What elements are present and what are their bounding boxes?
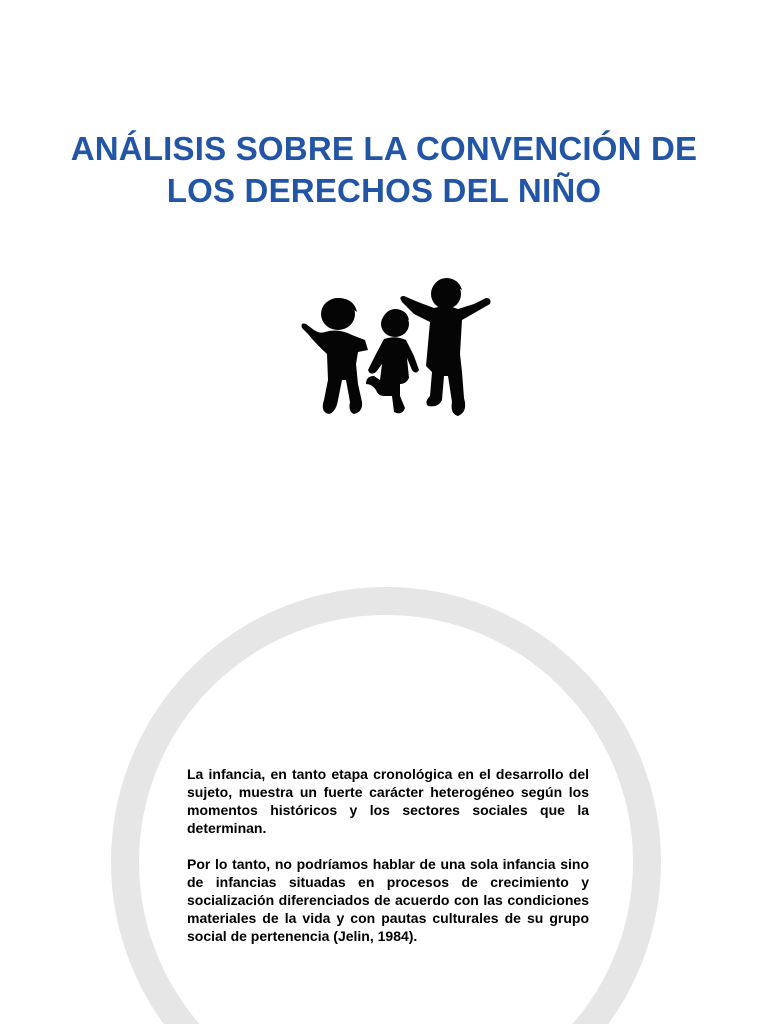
children-silhouettes-icon [296, 272, 496, 422]
right-child-silhouette [400, 278, 490, 416]
body-text [187, 765, 589, 963]
paragraph-2: Por lo tanto, no podríamos hablar de una sola infancia sino de infancias situadas en procesos de crecimiento y socialización diferenciados de acuerdo con las condiciones materiales de la vida y con pautas culturales de su grupo social de pertenencia (Jelin, 1984). [187, 856, 589, 944]
title-line-2: LOS DERECHOS DEL NIÑO [166, 172, 602, 209]
title-line-1: ANÁLISIS SOBRE LA CONVENCIÓN DE [70, 130, 698, 167]
page-title [20, 128, 748, 212]
middle-child-silhouette [366, 309, 419, 413]
left-child-silhouette [302, 298, 369, 414]
paragraph-1: La infancia, en tanto etapa cronológica en el desarrollo del sujeto, muestra un fuerte carácter heterogéneo según los momentos históricos y los sectores sociales que la determinan. [187, 766, 589, 836]
